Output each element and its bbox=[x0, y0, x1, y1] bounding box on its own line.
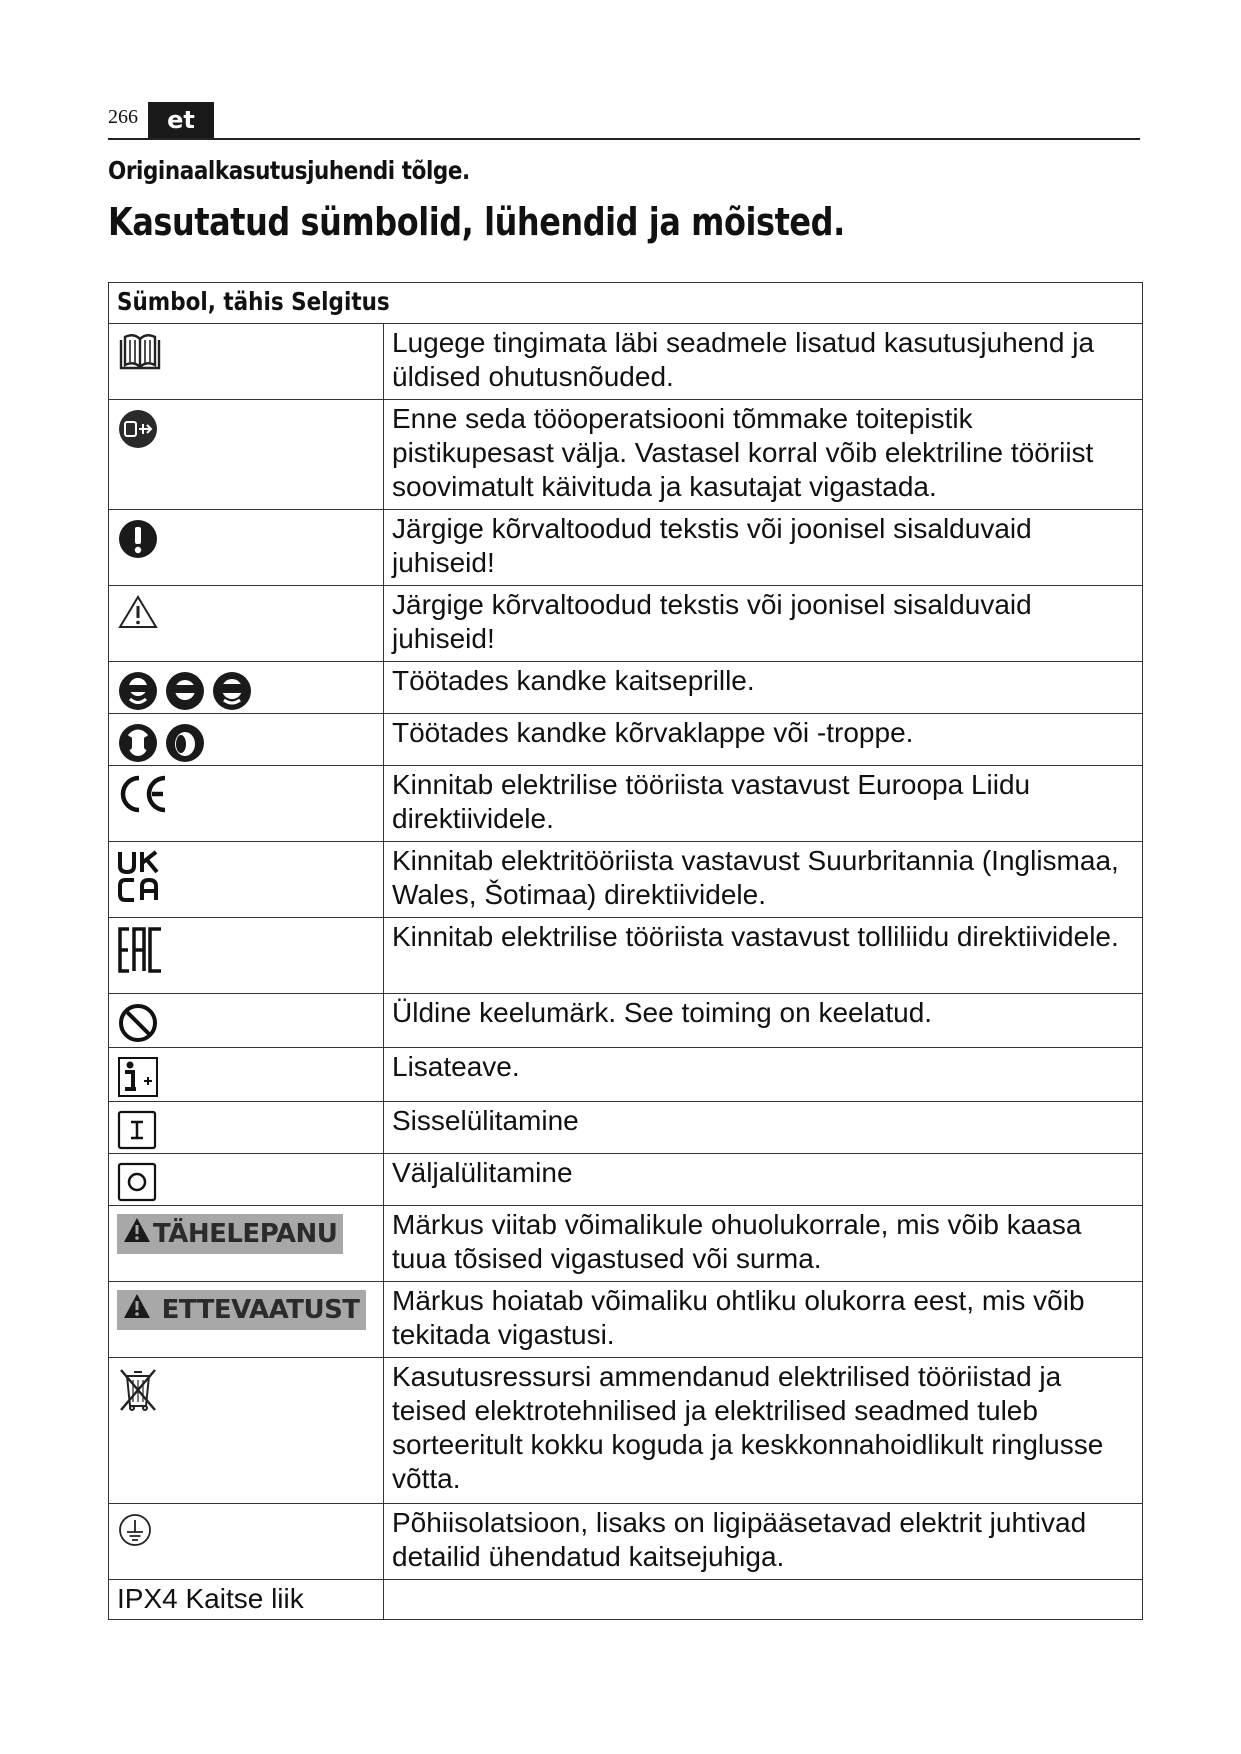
symbol-cell bbox=[109, 1282, 384, 1358]
signal-word-caution bbox=[117, 1290, 366, 1330]
book-icon bbox=[117, 332, 163, 372]
page-title: Kasutatud sümbolid, lühendid ja mõisted. bbox=[108, 200, 845, 244]
symbol-cell bbox=[109, 714, 384, 766]
symbol-cell bbox=[109, 1504, 384, 1580]
page-header bbox=[108, 102, 1140, 140]
table-row bbox=[109, 1358, 1143, 1504]
table-header-row bbox=[109, 283, 1143, 324]
table-row bbox=[109, 842, 1143, 918]
description-cell: Töötades kandke kaitseprille. bbox=[384, 662, 1143, 714]
signal-word-text: ETTEVAATUST bbox=[161, 1295, 360, 1325]
description-cell: Märkus viitab võimalikule ohuolukorrale, mis võib kaasa tuua tõsised vigastused või surma. bbox=[384, 1206, 1143, 1282]
table-row bbox=[109, 1504, 1143, 1580]
symbol-cell bbox=[109, 994, 384, 1048]
table-column-header bbox=[109, 283, 1143, 324]
symbol-cell bbox=[109, 1102, 384, 1154]
symbol-cell bbox=[109, 918, 384, 994]
table-row bbox=[109, 1048, 1143, 1102]
warning-triangle-icon bbox=[123, 1215, 151, 1255]
description-cell: Kinnitab elektrilise tööriista vastavust Euroopa Liidu direktiividele. bbox=[384, 766, 1143, 842]
table-row bbox=[109, 714, 1143, 766]
description-cell: Järgige kõrvaltoodud tekstis või joonisel sisalduvaid juhiseid! bbox=[384, 586, 1143, 662]
table-row bbox=[109, 1206, 1143, 1282]
table-row bbox=[109, 1154, 1143, 1206]
description-cell: Kinnitab elektrilise tööriista vastavust tolliliidu direktiividele. bbox=[384, 918, 1143, 994]
power-off-icon bbox=[117, 1162, 157, 1202]
description-cell: Sisselülitamine bbox=[384, 1102, 1143, 1154]
description-cell: Töötades kandke kõrvaklappe või -troppe. bbox=[384, 714, 1143, 766]
symbol-cell bbox=[109, 662, 384, 714]
ce-mark-icon bbox=[117, 774, 169, 814]
description-cell: Lisateave. bbox=[384, 1048, 1143, 1102]
ear-protection-icons bbox=[117, 722, 209, 764]
description-cell: Väljalülitamine bbox=[384, 1154, 1143, 1206]
symbol-cell bbox=[109, 1154, 384, 1206]
table-row bbox=[109, 510, 1143, 586]
ukca-mark-icon bbox=[117, 850, 165, 902]
symbol-cell bbox=[109, 842, 384, 918]
page-number: 266 bbox=[108, 106, 138, 128]
table-row bbox=[109, 766, 1143, 842]
info-plus-icon bbox=[117, 1056, 159, 1098]
signal-word-text: TÄHELEPANU bbox=[153, 1219, 338, 1249]
document-subtitle: Originaalkasutusjuhendi tõlge. bbox=[108, 156, 470, 185]
table-row bbox=[109, 1102, 1143, 1154]
table-row bbox=[109, 918, 1143, 994]
symbol-cell bbox=[109, 400, 384, 510]
unplug-icon bbox=[117, 408, 159, 450]
description-cell: Lugege tingimata läbi seadmele lisatud kasutusjuhend ja üldised ohutusnõuded. bbox=[384, 324, 1143, 400]
description-cell: Järgige kõrvaltoodud tekstis või joonisel sisalduvaid juhiseid! bbox=[384, 510, 1143, 586]
symbols-table bbox=[108, 282, 1143, 1620]
table-row bbox=[109, 1282, 1143, 1358]
prohibition-icon bbox=[117, 1002, 159, 1044]
description-cell: Enne seda tööoperatsiooni tõmmake toitepistik pistikupesast välja. Vastasel korral võib elektriline tööriist soovimatult käivituda ja kasutajat vigastada. bbox=[384, 400, 1143, 510]
symbol-cell bbox=[109, 1358, 384, 1504]
language-badge: et bbox=[148, 102, 214, 138]
table-row bbox=[109, 400, 1143, 510]
description-cell: Üldine keelumärk. See toiming on keelatud. bbox=[384, 994, 1143, 1048]
symbol-cell bbox=[109, 766, 384, 842]
description-cell: Kinnitab elektritööriista vastavust Suurbritannia (Inglismaa, Wales, Šotimaa) direktiividele. bbox=[384, 842, 1143, 918]
description-cell: Põhiisolatsioon, lisaks on ligipääsetavad elektrit juhtivad detailid ühendatud kaitsejuhiga. bbox=[384, 1504, 1143, 1580]
table-row bbox=[109, 994, 1143, 1048]
description-cell: Märkus hoiatab võimaliku ohtliku olukorra eest, mis võib tekitada vigastusi. bbox=[384, 1282, 1143, 1358]
column-header-text: Sümbol, tähis Selgitus bbox=[117, 287, 390, 316]
symbol-cell bbox=[109, 1206, 384, 1282]
table-row bbox=[109, 662, 1143, 714]
weee-bin-icon bbox=[117, 1366, 159, 1412]
exclamation-circle-icon bbox=[117, 518, 159, 560]
eac-mark-icon bbox=[117, 926, 165, 974]
warning-triangle-icon bbox=[117, 594, 159, 630]
eye-protection-icons bbox=[117, 670, 255, 712]
table-row bbox=[109, 1580, 1143, 1620]
warning-triangle-icon bbox=[123, 1291, 151, 1331]
description-cell bbox=[384, 1580, 1143, 1620]
symbol-cell bbox=[109, 1048, 384, 1102]
symbol-cell bbox=[109, 324, 384, 400]
symbol-cell bbox=[109, 586, 384, 662]
power-on-icon bbox=[117, 1110, 157, 1150]
symbol-text-cell: IPX4 Kaitse liik bbox=[109, 1580, 384, 1620]
table-row bbox=[109, 586, 1143, 662]
table-row bbox=[109, 324, 1143, 400]
description-cell: Kasutusressursi ammendanud elektrilised tööriistad ja teised elektrotehnilised ja elektrilised seadmed tuleb sorteeritult kokku koguda ja keskkonnahoidlikult ringlusse võtta. bbox=[384, 1358, 1143, 1504]
symbol-cell bbox=[109, 510, 384, 586]
signal-word-warning bbox=[117, 1214, 343, 1254]
protective-earth-icon bbox=[117, 1512, 153, 1548]
